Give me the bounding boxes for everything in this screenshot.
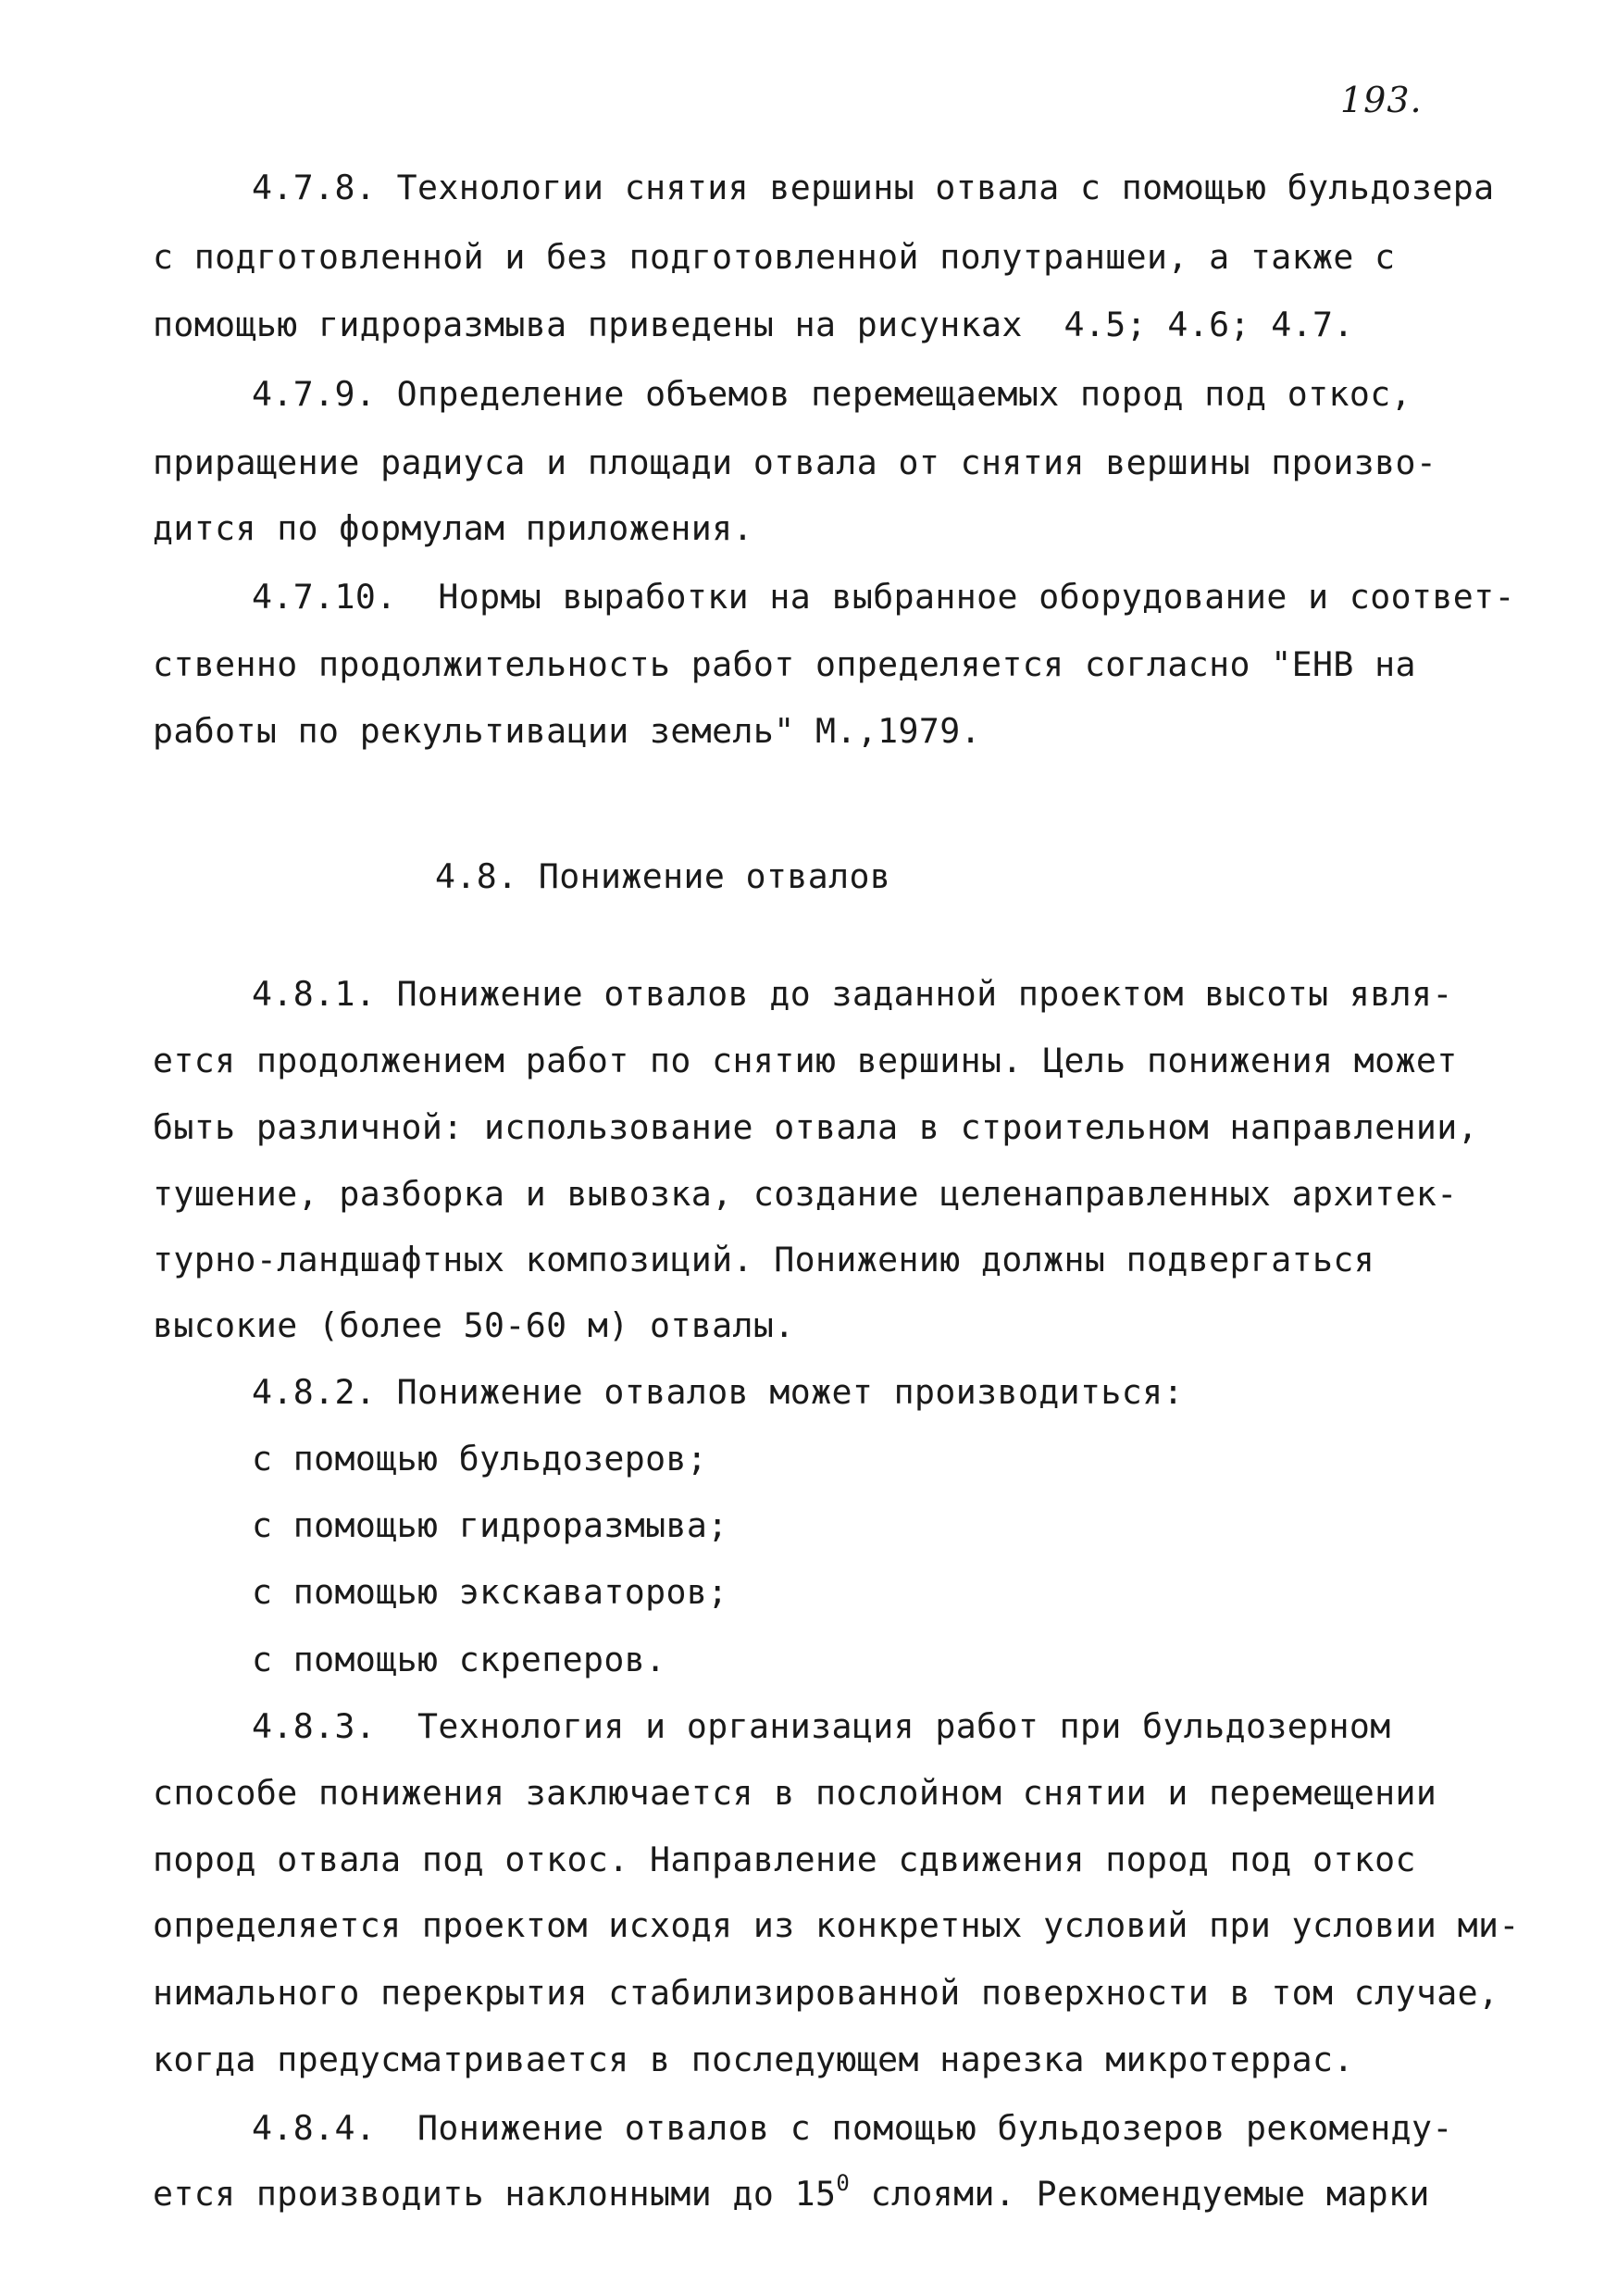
paragraph-4-8-4-text: слоями. Рекомендуемые марки	[850, 2174, 1430, 2214]
page-number: 193.	[1340, 80, 1423, 120]
paragraph-4-7-9-line: дится по формулам приложения.	[153, 508, 753, 548]
paragraph-4-7-10-line: 4.7.10. Нормы выработки на выбранное оборудование и соответ-	[252, 577, 1515, 617]
paragraph-4-8-3-line: нимального перекрытия стабилизированной поверхности в том случае,	[153, 1973, 1499, 2013]
paragraph-4-8-1-line: турно-ландшафтных композиций. Понижению должны подвергаться	[153, 1240, 1375, 1279]
paragraph-4-7-8-line: с подготовленной и без подготовленной полутраншеи, а также с	[153, 237, 1396, 277]
paragraph-4-8-1-line: быть различной: использование отвала в строительном направлении,	[153, 1107, 1478, 1147]
paragraph-4-8-2-intro: 4.8.2. Понижение отвалов может производиться:	[252, 1372, 1184, 1412]
paragraph-4-7-10-line: работы по рекультивации земель" М.,1979.	[153, 711, 981, 751]
list-item: с помощью скреперов.	[252, 1640, 666, 1679]
degree-superscript: 0	[836, 2170, 851, 2196]
section-heading: 4.8. Понижение отвалов	[435, 856, 891, 896]
paragraph-4-8-1-line: тушение, разборка и вывозка, создание целенаправленных архитек-	[153, 1174, 1458, 1214]
list-item: с помощью бульдозеров;	[252, 1439, 708, 1479]
paragraph-4-8-3-line: способе понижения заключается в послойном снятии и перемещении	[153, 1773, 1437, 1813]
paragraph-4-8-4-line	[153, 2170, 1430, 2214]
paragraph-4-7-9-line: 4.7.9. Определение объемов перемещаемых пород под откос,	[252, 374, 1412, 414]
paragraph-4-8-4-line: 4.8.4. Понижение отвалов с помощью бульдозеров рекоменду-	[252, 2108, 1453, 2148]
paragraph-4-8-3-line: когда предусматривается в последующем нарезка микротеррас.	[153, 2040, 1354, 2079]
paragraph-4-8-4-text: ется производить наклонными до 15	[153, 2174, 837, 2214]
paragraph-4-7-8-line: помощью гидроразмыва приведены на рисунках 4.5; 4.6; 4.7.	[153, 305, 1354, 344]
paragraph-4-8-3-line: пород отвала под откос. Направление сдвижения пород под откос	[153, 1840, 1416, 1879]
list-item: с помощью экскаваторов;	[252, 1572, 728, 1612]
list-item: с помощью гидроразмыва;	[252, 1505, 728, 1545]
paragraph-4-8-1-line: высокие (более 50-60 м) отвалы.	[153, 1305, 795, 1345]
paragraph-4-8-1-line: ется продолжением работ по снятию вершины. Цель понижения может	[153, 1041, 1458, 1080]
paragraph-4-7-8-line: 4.7.8. Технологии снятия вершины отвала с помощью бульдозера	[252, 168, 1495, 207]
paragraph-4-8-3-line: определяется проектом исходя из конкретных условий при условии ми-	[153, 1905, 1520, 1945]
paragraph-4-8-1-line: 4.8.1. Понижение отвалов до заданной проектом высоты явля-	[252, 974, 1453, 1014]
paragraph-4-7-10-line: ственно продолжительность работ определяется согласно "ЕНВ на	[153, 644, 1416, 684]
paragraph-4-7-9-line: приращение радиуса и площади отвала от снятия вершины произво-	[153, 443, 1437, 482]
paragraph-4-8-3-line: 4.8.3. Технология и организация работ при бульдозерном	[252, 1706, 1391, 1746]
